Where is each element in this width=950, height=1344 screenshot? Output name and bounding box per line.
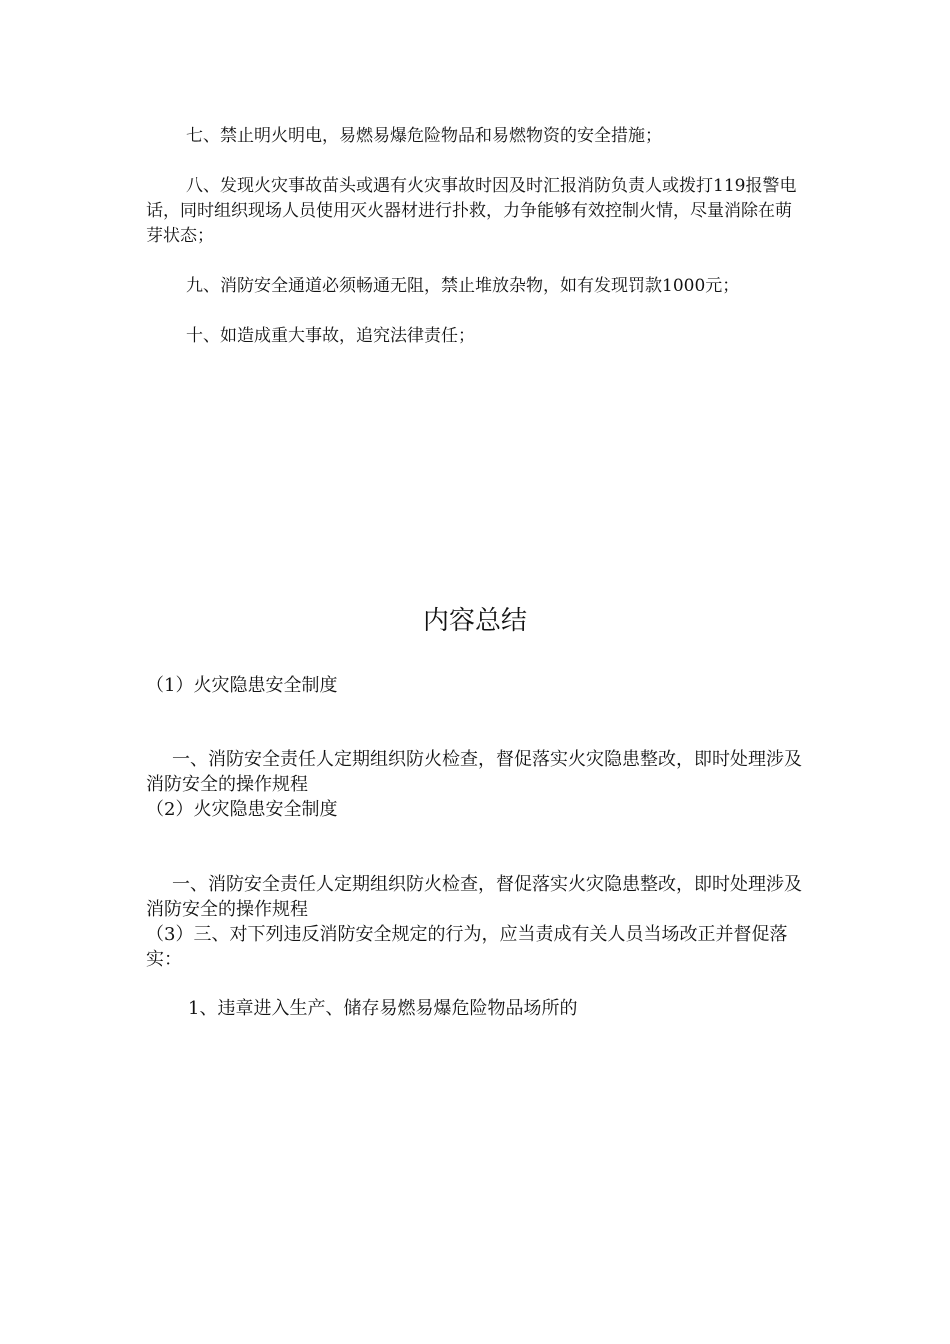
rule-nine: 九、消防安全通道必须畅通无阻，禁止堆放杂物，如有发现罚款1000元； xyxy=(186,276,740,296)
rule-seven: 七、禁止明火明电，易燃易爆危险物品和易燃物资的安全措施； xyxy=(186,126,662,146)
summary-title: 内容总结 xyxy=(422,606,527,636)
summary-item-2-text: 一、消防安全责任人定期组织防火检查，督促落实火灾隐患整改，即时处理涉及消防安全的操作规程 xyxy=(146,874,802,920)
summary-item-1-text: 一、消防安全责任人定期组织防火检查，督促落实火灾隐患整改，即时处理涉及消防安全的操作规程 xyxy=(146,749,802,795)
summary-item-3-text: （3）三、对下列违反消防安全规定的行为，应当责成有关人员当场改正并督促落实： xyxy=(146,924,788,970)
summary-item-2-label: （2）火灾隐患安全制度 xyxy=(146,799,338,820)
summary-item-3-subitem: 1、违章进入生产、储存易燃易爆危险物品场所的 xyxy=(188,998,578,1019)
summary-item-1-label: （1）火灾隐患安全制度 xyxy=(146,675,338,696)
rule-ten: 十、如造成重大事故，追究法律责任； xyxy=(186,326,475,346)
rule-eight: 八、发现火灾事故苗头或遇有火灾事故时因及时汇报消防负责人或拨打119报警电话，同时组织现场人员使用灭火器材进行扑救，力争能够有效控制火情，尽量消除在萌芽状态； xyxy=(146,176,797,246)
